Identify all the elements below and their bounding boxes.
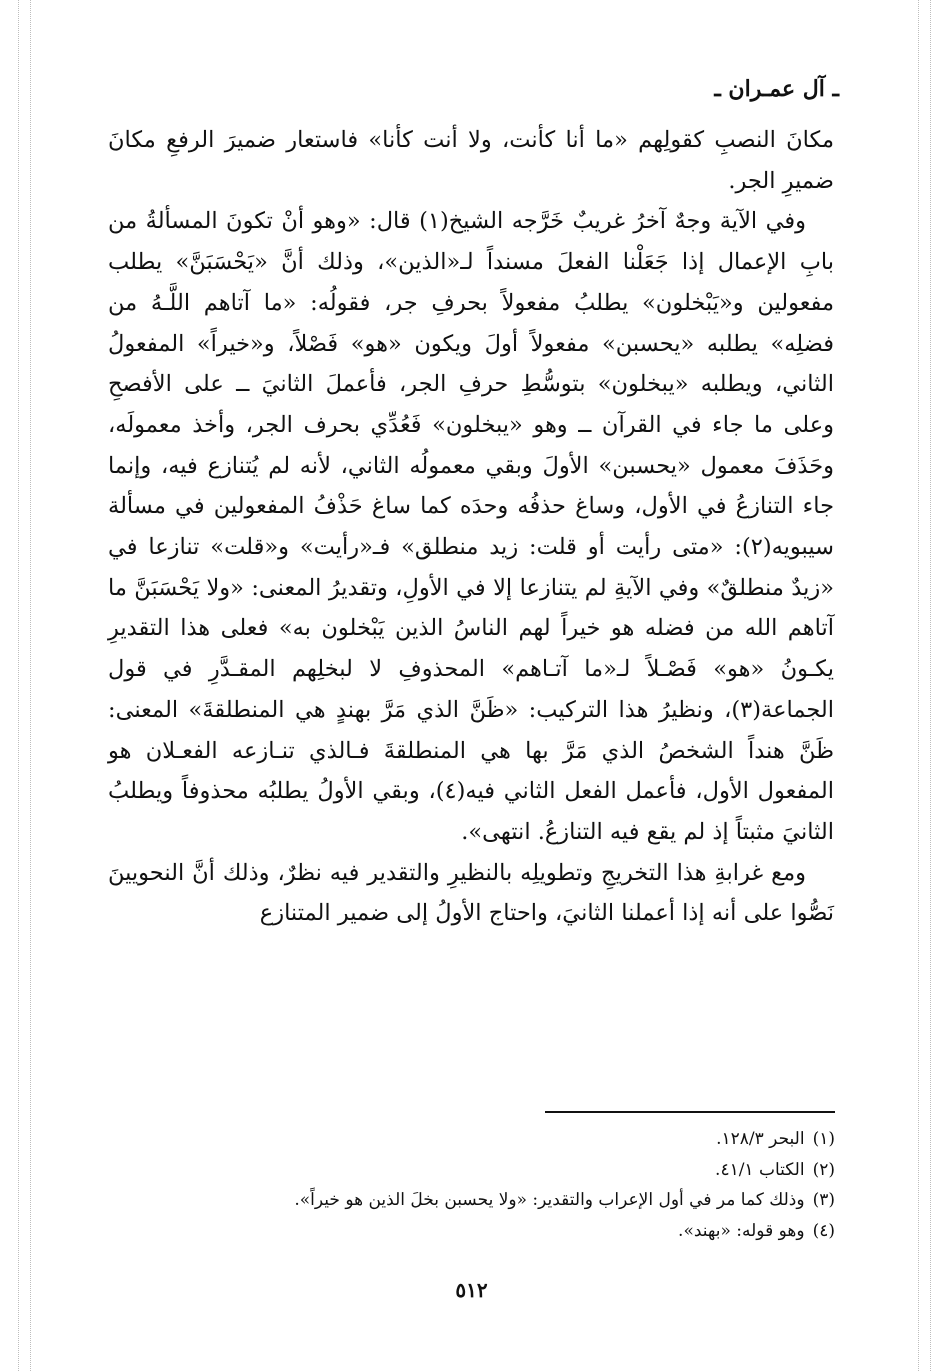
paragraph: ومع غرابةِ هذا التخريجِ وتطويلِه بالنظيرِ والتقدير فيه نظرٌ، وذلك أنَّ النحويينَ نَصُّوا على أنه إذا أعملنا الثانيَ، واحتاج الأولُ إلى ضمير المتنازع bbox=[108, 859, 834, 927]
footnote-text: الكتاب ٤١/١. bbox=[715, 1159, 805, 1180]
running-header: ـ آل عمـران ـ bbox=[714, 76, 839, 102]
footnote-number: (٤) bbox=[812, 1220, 835, 1241]
footnote-item bbox=[115, 1216, 835, 1247]
paragraph: وفي الآية وجهٌ آخرُ غريبٌ خَرَّجه الشيخ(١) قال: «وهو أنْ تكونَ المسألةُ من بابِ الإعمال إذا جَعَلْنا الفعلَ مسنداً لـ«الذين»، وذلك أنَّ «يَحْسَبَنَّ» يطلب مفعولين و«يَبْخلون» يطلبُ مفعولاً بحرفِ جر، فقولُه: «ما آتاهم اللَّـهُ من فضلِه» يطلبه «يحسبن» مفعولاً أولَ ويكون «هو» فَصْلاً، و«خيراً» المفعولُ الثاني، ويطلبه «يبخلون» بتوسُّطِ حرفِ الجر، فأعملَ الثانيَ ــ على الأفصحِ وعلى ما جاء في القرآن ــ وهو «يبخلون» فَعُدِّي بحرف الجر، وأخذ معمولَه، وحَذَفَ معمول «يحسبن» الأولَ وبقي معمولُه الثاني، لأنه لم يُتنازع فيه، وإنما جاء التنازعُ في الأول، وساغ حذفُه وحدَه كما ساغ حَذْفُ المفعولين في مسألة سيبويه(٢): «متى رأيت أو قلت: زيد منطلق» فـ«رأيت» و«قلت» تنازعا في «زيدٌ منطلقٌ» وفي الآيةِ لم يتنازعا إلا في الأولِ، وتقديرُ المعنى: «ولا يَحْسَبَنَّ ما آتاهم الله من فضله هو خيراً لهم الناسُ الذين يَبْخلون به» فعلى هذا التقديرِ يكـونُ «هو» فَصْـلاً لـ«ما آتـاهم» المحذوفِ لا لبخلِهم المقـدَّرِ في قول الجماعة(٣)، ونظيرُ هذا التركيب: «ظَنَّ الذي مَرَّ بهندٍ هي المنطلقةَ» المعنى: ظَنَّ هنداً الشخصُ الذي مَرَّ بها هي المنطلقةَ فـالذي تنـازعه الفعـلان هو المفعول الأول، فأعمل الفعل الثاني فيه(٤)، وبقي الأولُ يطلبُه محذوفاً ويطلبُ الثانيَ مثبتاً إذ لم يقع فيه التنازعُ. انتهى». bbox=[108, 208, 835, 845]
paragraph: مكانَ النصبِ كقولِهم «ما أنا كأنت، ولا أنت كأنا» فاستعار ضميرَ الرفعِ مكانَ ضميرِ الجر. bbox=[108, 127, 834, 194]
footnote-number: (٢) bbox=[812, 1159, 835, 1180]
footnotes bbox=[115, 1124, 835, 1246]
margin-guide-line bbox=[918, 0, 919, 1371]
footnote-number: (١) bbox=[812, 1129, 835, 1149]
footnote-item bbox=[115, 1124, 835, 1155]
footnote-text: البحر ١٢٨/٣. bbox=[716, 1129, 805, 1149]
footnote-text: وهو قوله: «بهند». bbox=[678, 1220, 805, 1241]
margin-guide-line bbox=[930, 0, 931, 1371]
main-text bbox=[108, 120, 834, 934]
page-number: ٥١٢ bbox=[455, 1278, 488, 1302]
footnote-text: وذلك كما مر في أول الإعراب والتقدير: «ولا يحسبن بخلَ الذين هو خيراً». bbox=[294, 1190, 805, 1210]
margin-guide-line bbox=[30, 0, 31, 1371]
footnote-item bbox=[115, 1155, 835, 1186]
footnote-separator bbox=[545, 1111, 835, 1113]
margin-guide-line bbox=[18, 0, 19, 1371]
footnote-item bbox=[115, 1185, 835, 1216]
footnote-number: (٣) bbox=[812, 1190, 835, 1210]
